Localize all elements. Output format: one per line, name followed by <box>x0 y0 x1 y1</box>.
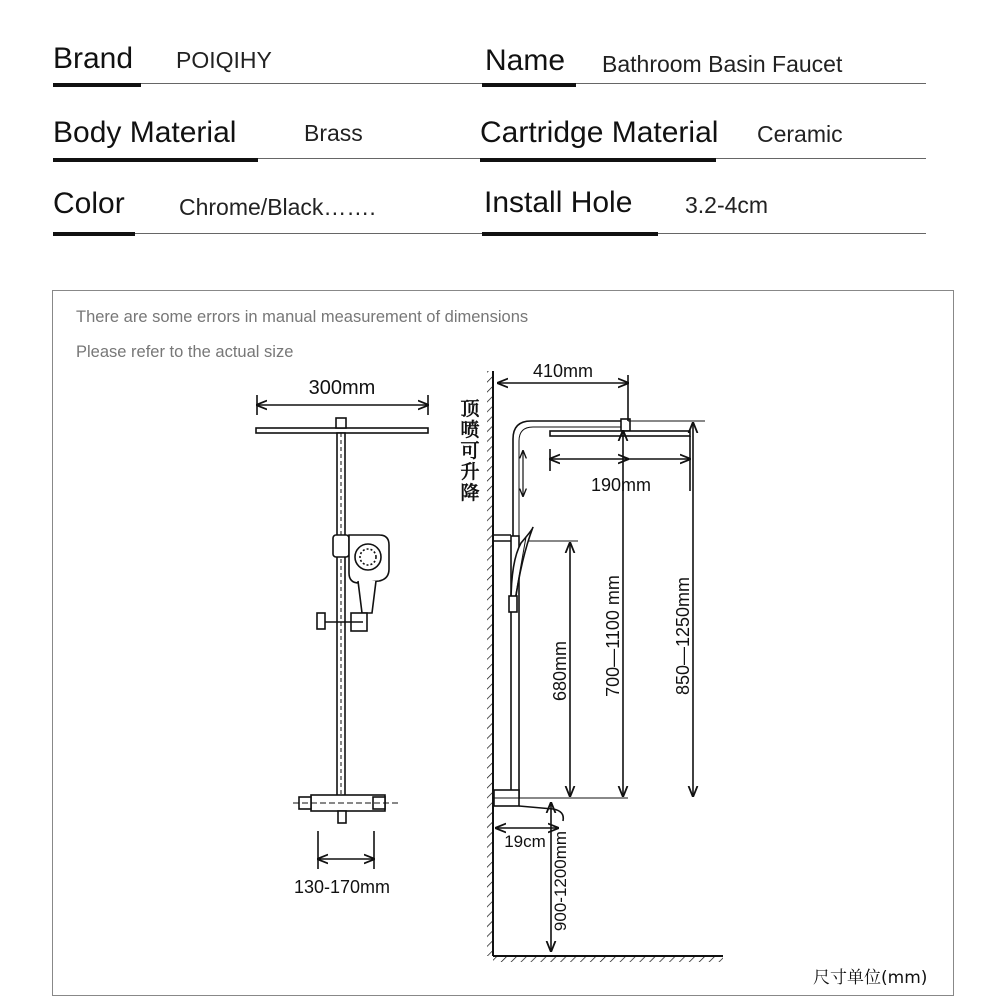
spec-label-name: Name <box>485 44 566 77</box>
label-850-1250mm: 850—1250mm <box>673 576 693 696</box>
label-190mm: 190mm <box>590 475 652 495</box>
dimension-diagram-panel <box>52 290 954 996</box>
label-680mm: 680mm <box>550 640 570 702</box>
front-slider-knob <box>317 613 325 629</box>
front-hand-shower-handle <box>358 581 376 613</box>
label-900-1200mm: 900-1200mm <box>551 830 570 932</box>
label-underline <box>53 232 135 236</box>
spec-value-cartridge-material: Ceramic <box>757 121 843 147</box>
front-valve-outlet <box>338 811 346 823</box>
label-underline <box>482 232 658 236</box>
label-130-170mm: 130-170mm <box>293 877 391 897</box>
label-19cm: 19cm <box>504 832 546 851</box>
spec-label-brand: Brand <box>53 42 134 75</box>
spec-label-color: Color <box>53 187 125 220</box>
spec-label-install-hole: Install Hole <box>484 186 633 219</box>
spec-value-brand: POIQIHY <box>176 47 272 73</box>
label-underline <box>480 158 716 162</box>
label-300mm: 300mm <box>308 377 376 399</box>
label-410mm: 410mm <box>532 361 594 381</box>
spec-value-install-hole: 3.2-4cm <box>685 192 769 218</box>
label-underline <box>482 83 576 87</box>
front-hand-shower-bracket <box>333 535 349 557</box>
wall-hatch <box>487 371 493 956</box>
label-700-1100mm: 700—1100 mm <box>603 575 623 697</box>
side-wall-bracket <box>493 535 511 541</box>
shower-dimension-drawing <box>53 291 955 997</box>
front-hand-shower-face <box>355 544 381 570</box>
front-view <box>256 395 428 869</box>
front-head-connector <box>336 418 346 428</box>
spec-label-body-material: Body Material <box>53 116 237 149</box>
unit-caption: 尺寸单位(mm) <box>813 968 928 988</box>
spec-label-cartridge-material: Cartridge Material <box>480 116 719 149</box>
spec-value-name: Bathroom Basin Faucet <box>602 51 843 77</box>
label-underline <box>53 158 258 162</box>
label-underline <box>53 83 141 87</box>
side-shower-head <box>550 431 690 436</box>
floor-hatch <box>493 956 723 962</box>
spec-value-body-material: Brass <box>304 120 363 146</box>
adjustable-top-spray-caption: 顶喷可升降 <box>460 398 480 504</box>
actual-size-note: Please refer to the actual size <box>76 343 294 361</box>
side-spout <box>519 806 563 821</box>
spec-table <box>0 0 1000 250</box>
measurement-error-note: There are some errors in manual measurement of dimensions <box>76 308 529 326</box>
side-hand-shower-clip <box>509 596 517 612</box>
spec-value-color: Chrome/Black……. <box>179 194 376 220</box>
